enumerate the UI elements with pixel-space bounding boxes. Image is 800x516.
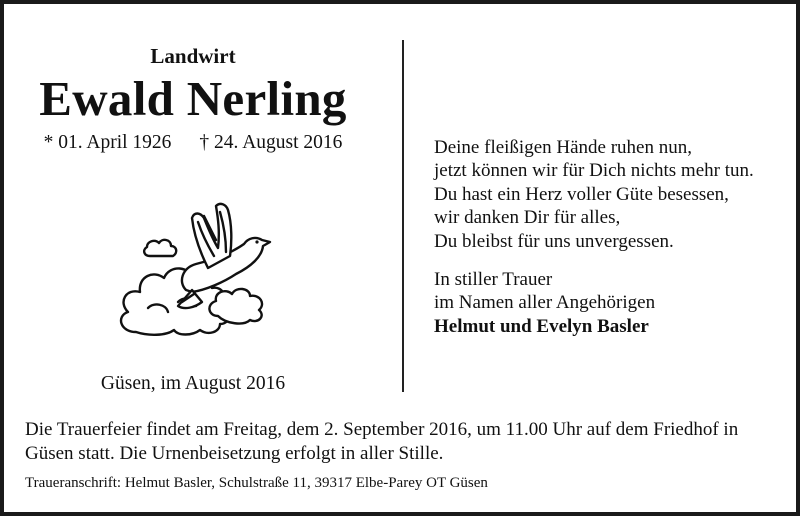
deceased-name: Ewald Nerling [39,71,347,126]
birth-date: * 01. April 1926 [43,132,172,153]
death-date: † 24. August 2016 [199,132,343,153]
funeral-line: Güsen statt. Die Urnenbeisetzung erfolgt in aller Stille. [25,442,444,464]
dove-with-clouds-icon [108,190,288,340]
mourning-line: In stiller Trauer [434,269,553,290]
memorial-poem [434,136,779,253]
mourning-address: Traueranschrift: Helmut Basler, Schulstraße 11, 39317 Elbe-Parey OT Güsen [25,475,488,491]
funeral-info [25,418,785,465]
place-and-date: Güsen, im August 2016 [100,373,286,394]
mourning-block [434,268,779,338]
funeral-line: Die Trauerfeier findet am Freitag, dem 2. September 2016, um 11.00 Uhr auf dem Friedhof in [25,419,739,440]
poem-line: Deine fleißigen Hände ruhen nun, [434,137,692,158]
vertical-divider [402,40,404,392]
poem-line: wir danken Dir für alles, [434,207,621,229]
life-dates [4,132,382,154]
mourner-names: Helmut und Evelyn Basler [434,315,649,337]
occupation-label: Landwirt [150,44,236,68]
poem-line: Du hast ein Herz voller Güte besessen, [434,183,729,205]
poem-line: Du bleibst für uns unvergessen. [434,230,674,252]
poem-line: jetzt können wir für Dich nichts mehr tun. [434,160,754,182]
mourning-line: im Namen aller Angehörigen [434,292,656,314]
